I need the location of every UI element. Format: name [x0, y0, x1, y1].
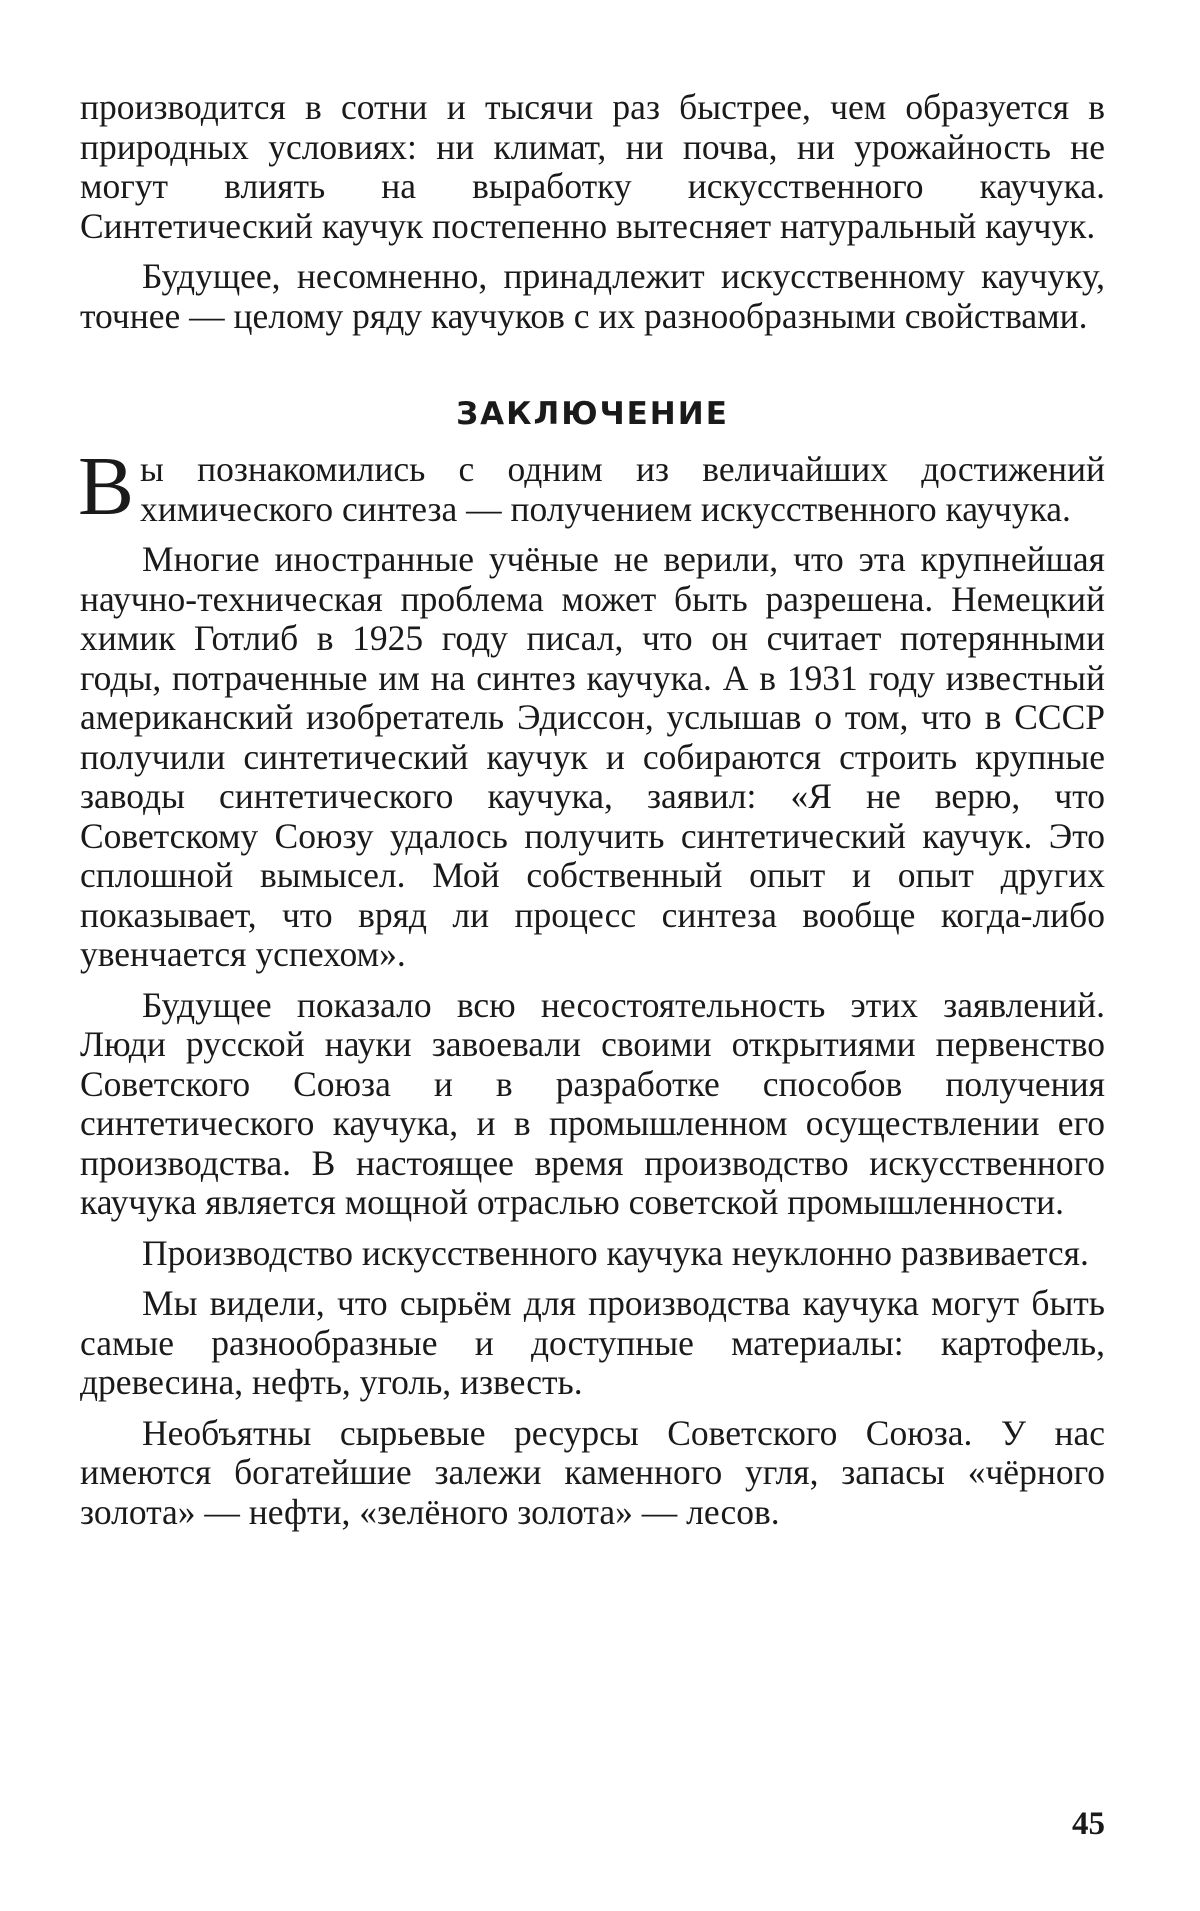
paragraph-intro-text: ы познакомились с одним из величайших достижений химического синтеза — получением искусственного каучука. — [140, 449, 1105, 529]
paragraph-production: Производство искусственного каучука неуклонно развивается. — [80, 1234, 1105, 1274]
section-heading: ЗАКЛЮЧЕНИЕ — [80, 394, 1105, 434]
page-number: 45 — [1072, 1806, 1105, 1843]
paragraph-soviet-science: Будущее показало всю несостоятельность этих заявлений. Люди русской науки завоевали своими открытиями первенство Советского Союза и в разработке способов получения синтетического каучука, и в промышленном осуществлении его производства. В настоящее время производство искусственного каучука является мощной отраслью советской промышленности. — [80, 986, 1105, 1223]
paragraph-continued: производится в сотни и тысячи раз быстрее, чем образуется в природных условиях: ни климат, ни почва, ни урожайность не могут влиять на выработку искусственного каучука. Синтетический каучук постепенно вытесняет натуральный каучук. — [80, 88, 1105, 246]
drop-cap: В — [78, 452, 134, 522]
paragraph-raw-materials: Мы видели, что сырьём для производства каучука могут быть самые разнообразные и доступные материалы: картофель, древесина, нефть, уголь, известь. — [80, 1284, 1105, 1403]
paragraph-resources: Необъятны сырьевые ресурсы Советского Союза. У нас имеются богатейшие залежи каменного угля, запасы «чёрного золота» — нефти, «зелёного золота» — лесов. — [80, 1414, 1105, 1533]
paragraph-foreign-scientists: Многие иностранные учёные не верили, что эта крупнейшая научно-техническая проблема может быть разрешена. Немецкий химик Готлиб в 1925 году писал, что он считает потерянными годы, потраченные им на синтез каучука. А в 1931 году известный американский изобретатель Эдиссон, услышав о том, что в СССР получили синтетический каучук и собираются строить крупные заводы синтетического каучука, заявил: «Я не верю, что Советскому Союзу удалось получить синтетический каучук. Это сплошной вымысел. Мой собственный опыт и опыт других показывает, что вряд ли процесс синтеза вообще когда-либо увенчается успехом». — [80, 540, 1105, 975]
paragraph-intro — [80, 450, 1105, 529]
book-page — [80, 88, 1105, 1543]
paragraph-future: Будущее, несомненно, принадлежит искусственному каучуку, точнее — целому ряду каучуков с их разнообразными свойствами. — [80, 257, 1105, 336]
